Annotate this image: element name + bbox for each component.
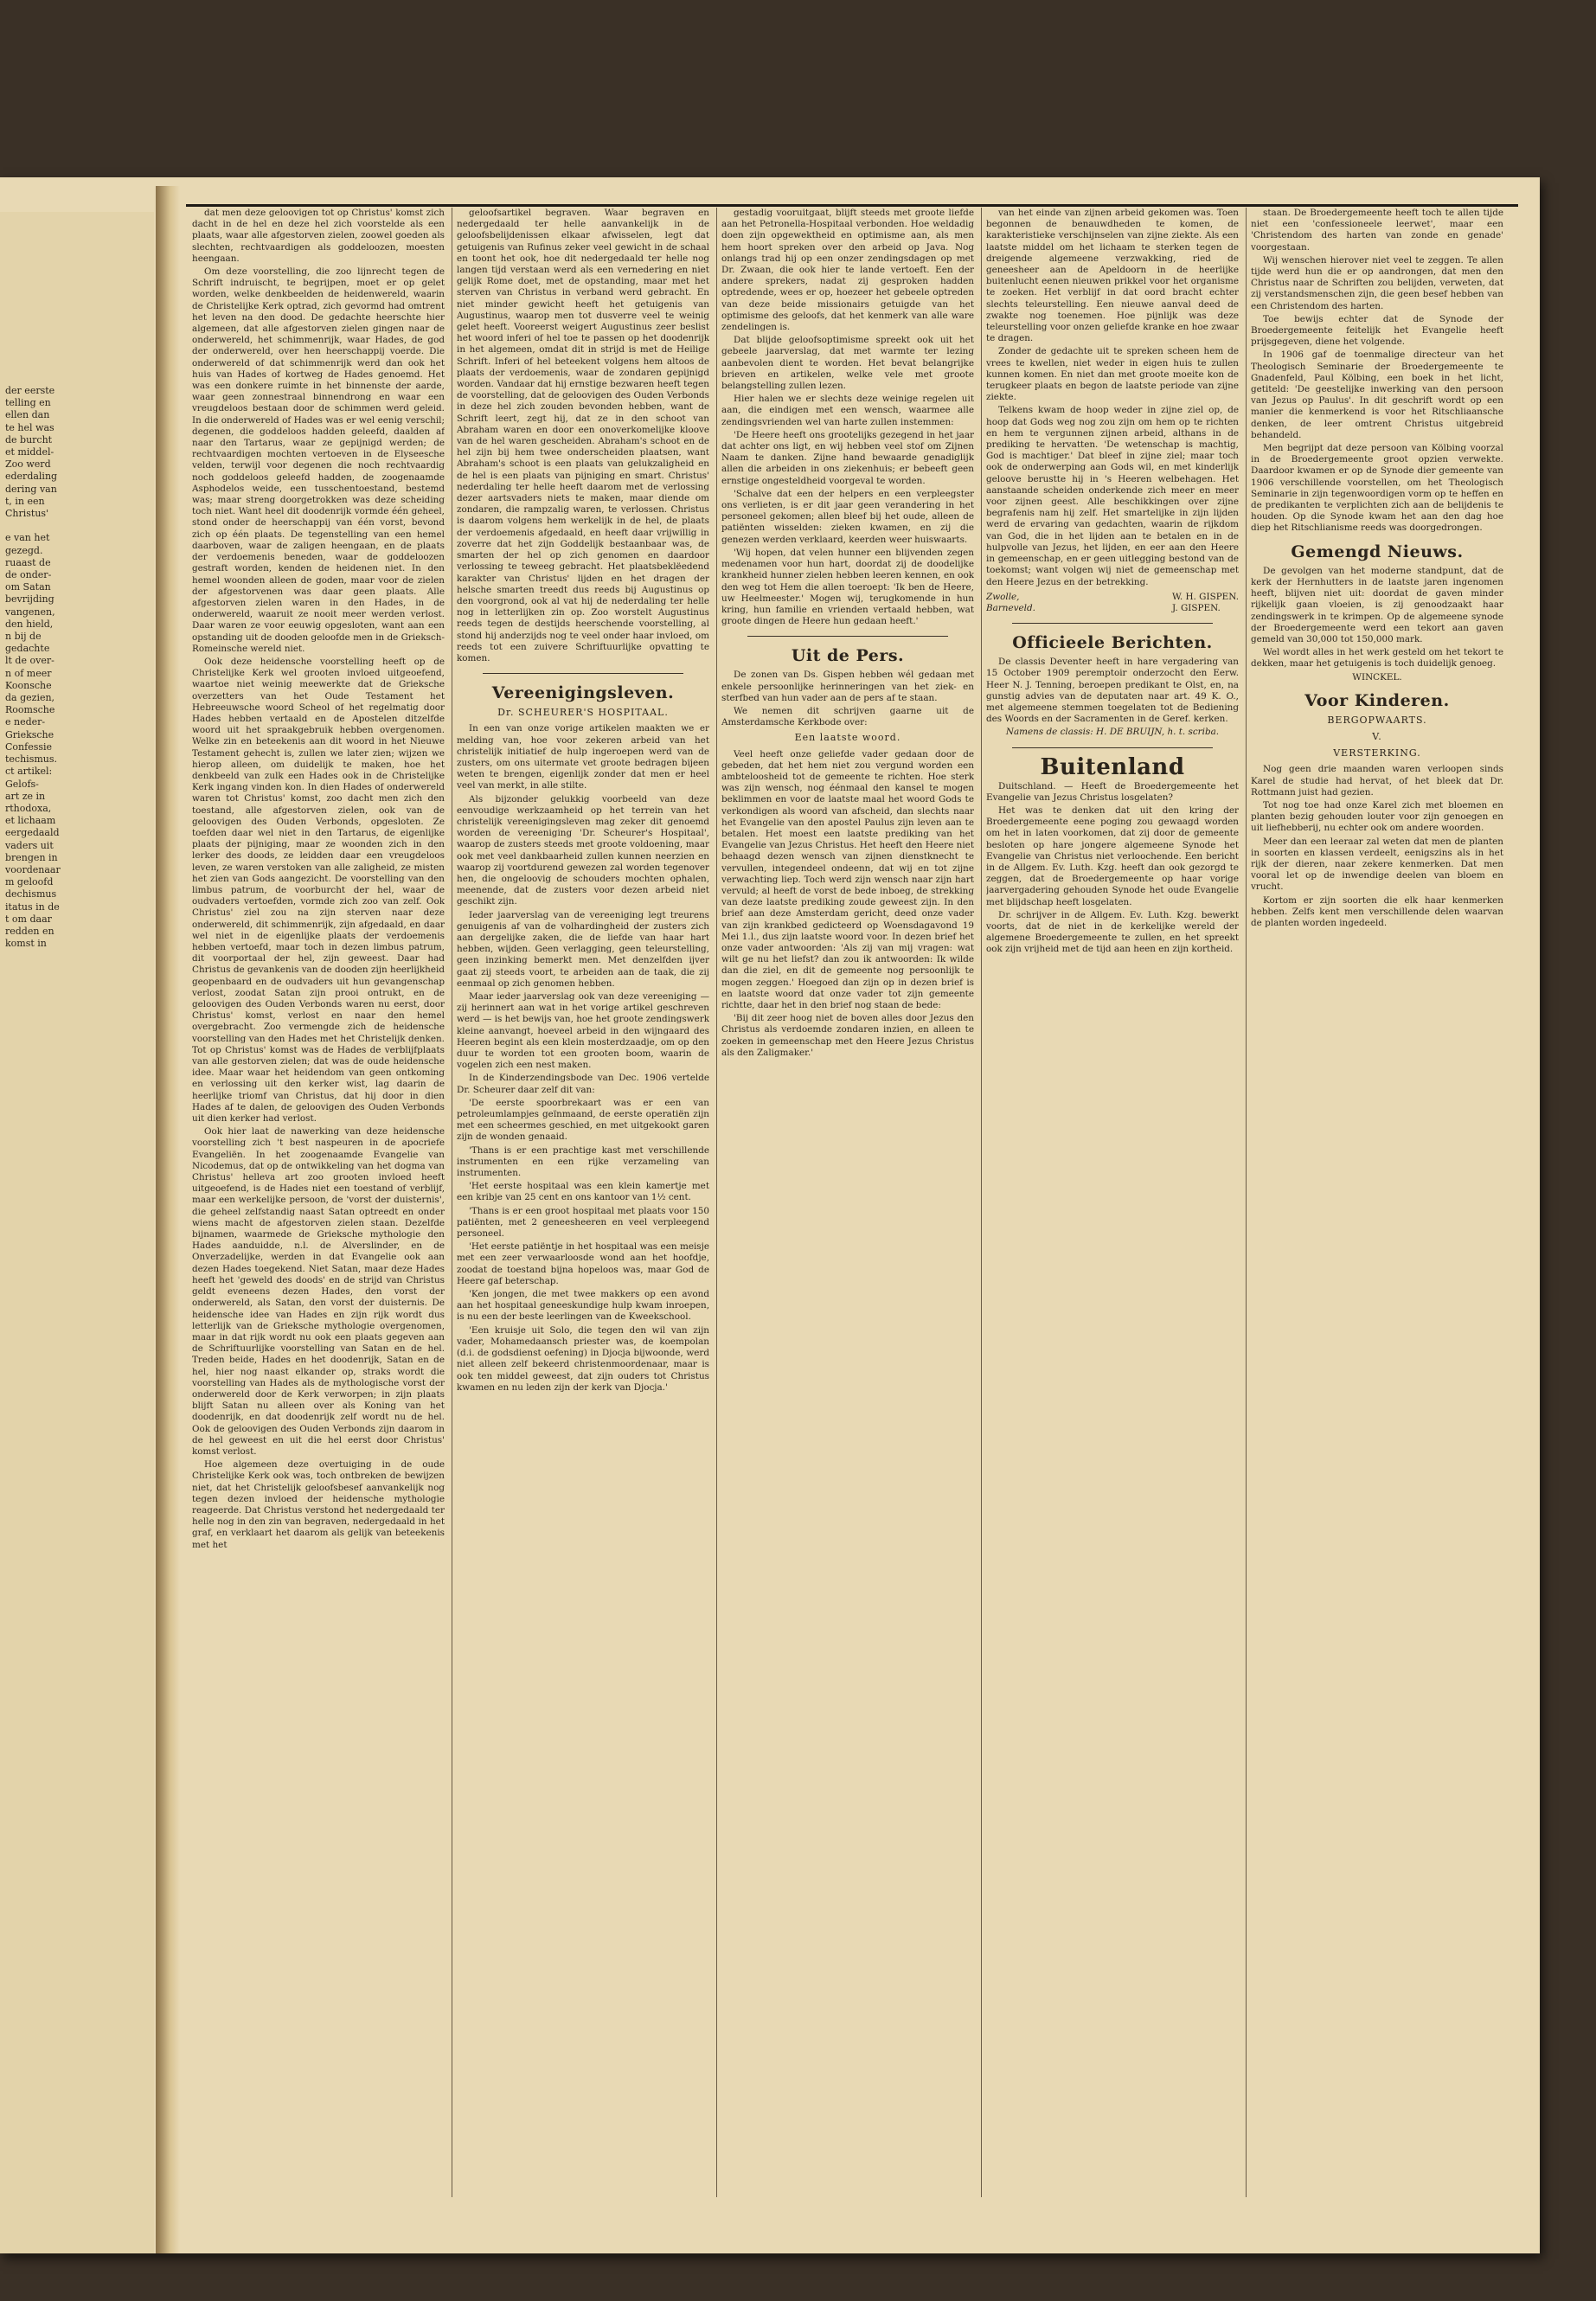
paragraph: Ook deze heidensche voorstelling heeft op de Christelijke Kerk wel grooten invloed uitgeoefend, waartoe niet weinig meewerkte dat de Grieksche overzetters van het Oude Testament het Hebreeuwsche woord Scheol of het regelmatig door Hades hebben vertaald en de Apostelen ditzelfde woord uit het spraakgebruik hebben overgenomen. Welke zin en beteekenis aan dit woord in het Nieuwe Testament gehecht is, zullen we later zien; wijzen we hierop alleen, om duidelijk te maken, hoe het denkbeeld van zulk een Hades ook in de Christelijke Kerk ingang vinden kon. In dien Hades of onderwereld waren tot Christus' komst, zoo dacht men zich den toestand, alle afgestorven zielen, ook van de geloovigen des Ouden Verbonds, opgesloten. Ze toefden daar wel niet in den Tartarus, de eigenlijke plaats der pijniging, maar ze woonden zich in den lerker des doods, ze leidden daar een vreugdeloos leven, ze waren verstoken van alle zaligheid, ze misten het zien van Gods aangezicht. De voorstelling van den limbus patrum, de voorburcht der hel, waar de oudvaders vertoefden, vormde zich zoo van zelf. Ook Christus' ziel zou na zijn sterven naar deze onderwereld, dit schimmenrijk, zijn afgedaald, en daar wel niet in de eigenlijke plaats der verdoemenis hebben vertoefd, maar toch in dezen limbus patrum, dit voorportaal der hel, zijn geweest. Daar had Christus de gevankenis van de dooden zijn heerlijkheid geopenbaard en de oudvaders uit hun gevangenschap verlost, zoodat Satan zijn prooi ontrukt, en de geloovigen des Ouden Verbonds waren nu eerst, door Christus' komst, verlost en naar den hemel overgebracht. Zoo vermengde zich de heidensche voorstelling van den Hades met het Christelijk denken. Tot op Christus' komst was de Hades de verblijfplaats van alle gestorven zielen; dat was de oude heidensche idee. Maar waar het heidendom van geen ontkoming en verlossing uit den kerker wist, lag daarin de heerlijke triomf van Christus, dat hij door in dien Hades af te dalen, de geloovigen des Ouden Verbonds uit dien kerker had verlost.: [192, 656, 445, 1125]
sub-heading-laatste-woord: Een laatste woord.: [794, 732, 901, 744]
sliver-line: om Satan: [5, 581, 51, 593]
divider: [1012, 747, 1213, 748]
paragraph: Tot nog toe had onze Karel zich met bloemen en planten bezig gehouden louter voor zijn genoegen en uit liefhebberij, nu echter ook om andere woorden.: [1251, 799, 1503, 834]
paragraph: 'Ken jongen, die met twee makkers op een avond aan het hospitaal geneeskundige hulp kwam inroepen, is nu een der beste leerlingen van de Kweekschool.: [457, 1289, 709, 1323]
section-heading-buitenland: Buitenland: [1040, 753, 1185, 780]
paragraph: 'Bij dit zeer hoog niet de boven alles door Jezus den Christus als verdoemde zondaren inzien, en alleen te zoeken in gemeenschap met den Heere Jezus Christus als den Zaligmaker.': [721, 1013, 974, 1058]
sliver-line: Grieksche: [5, 728, 54, 740]
paragraph: De zonen van Ds. Gispen hebben wél gedaan met enkele persoonlijke herinneringen van het ziek- en sterfbed van hun vader aan de pers af te staan.: [721, 670, 974, 703]
paragraph: Hier halen we er slechts deze weinige regelen uit aan, die eindigen met een wensch, waarmee alle zendingsvrienden wel van harte zullen instemmen:: [721, 394, 974, 427]
paragraph: Kortom er zijn soorten die elk haar kenmerken hebben. Zelfs kent men verschillende delen waarvan de planten worden ingedeeld.: [1251, 894, 1503, 928]
sliver-line: gezegd.: [5, 544, 43, 556]
sliver-line: Gelofs-: [5, 778, 39, 790]
paragraph: 'Het eerste patiëntje in het hospitaal was een meisje met een zeer verwaarloosde wond aan het hoofdje, zoodat de toestand bijna hopeloos was, maar God de Heere gaf beterschap.: [457, 1241, 709, 1286]
paragraph: Duitschland. — Heeft de Broedergemeente het Evangelie van Jezus Christus losgelaten?: [986, 780, 1239, 803]
paragraph: gestadig vooruitgaat, blijft steeds met groote liefde aan het Petronella-Hospitaal verbonden. Hoe weldadig doen zijn opgewektheid en optimisme aan, als men hem hoort spreken over den arbeid op Java. Nog onlangs trad hij op een onzer zendingsdagen op met Dr. Zwaan, die ook hier te lande vertoeft. Een der andere sprekers, nadat zij gesproken hadden optredende, wees er op, hoezeer het gebeele optreden van deze beide missionairs getuigde van het optimisme des geloofs, dat het kenmerk van alle ware zendelingen is.: [721, 208, 974, 333]
sliver-line: t, in een: [5, 495, 45, 507]
sliver-line: te hel was: [5, 421, 54, 433]
paragraph: Wij wenschen hierover niet veel te zeggen. Te allen tijde werd hun die er op aandrongen, dat men den Christus naar de Schriften zou belijden, verweten, dat zij verstandsmenschen zijn, die geen besef hebben van een Christendom des harten.: [1251, 254, 1503, 311]
sliver-line: Koonsche: [5, 679, 52, 691]
sliver-line: Zoo werd: [5, 458, 51, 471]
sliver-line: Confessie: [5, 740, 53, 753]
paragraph: Meer dan een leeraar zal weten dat men de planten in soorten en klassen verdeelt, eenigszins als in het rijk der dieren, naar zekere kenmerken. Dat men vooral let op de inwendige deelen van bloem en vrucht.: [1251, 836, 1503, 893]
sliver-line: den hield,: [5, 618, 54, 630]
paragraph: Telkens kwam de hoop weder in zijne ziel op, de hoop dat Gods weg nog zou zijn om hem op te richten en hem te vergunnen zijnen arbeid, althans in de prediking te hervatten. 'De wetenschap is machtig, God is machtiger.' Dat bleef in zijne ziel; maar toch ook de onderwerping aan Gods wil, en met kinderlijk geloove berustte hij in 's Heeren welbehagen. Het aanstaande scheiden onderkende zich meer en meer voor zijnen geest. Alle beschikkingen over zijne begrafenis nam hij zelf. Het smartelijke in zijn lijden werd de ervaring van gedachten, waarin de rijkdom van God, die in het lijden aan te betalen en in de hulpvolle van Jezus, het lijden, en eer aan den Heere in gemeenschap, en er geen uitlegging bestond van de toekomst; want volgen wij niet de gemeenschap met den Heere Jezus en der betrekking.: [986, 405, 1239, 587]
section-heading-uit-de-pers: Uit de Pers.: [791, 646, 905, 666]
sliver-line: e van het: [5, 532, 50, 544]
sub-heading-hospitaal: Dr. SCHEURER'S HOSPITAAL.: [497, 707, 669, 719]
paragraph: 'De eerste spoorbrekaart was er een van petroleumlampjes geïnmaand, de eerste operatiën zijn met een scheermes geschied, en met uitgekookt garen zijn de wonden genaaid.: [457, 1097, 709, 1143]
paragraph: We nemen dit schrijven gaarne uit de Amsterdamsche Kerkbode over:: [721, 705, 974, 728]
sliver-line: brengen in: [5, 851, 58, 863]
sub-heading-bergopwaarts: BERGOPWAARTS.: [1327, 714, 1427, 726]
paragraph: Het was te denken dat uit den kring der Broedergemeente eene poging zou gewaagd worden om het in laten voorkomen, dat zij door de gemeente besloten op hare jongere algemeene Synode het Evangelie van Christus niet verloochende. Een bericht in de Allgem. Ev. Luth. Kzg. heeft dan ook gezorgd te zeggen, dat de Broedergemeente op haar vorige jaarvergadering gehouden Synode het oude Evangelie met blijdschap heeft losgelaten.: [986, 804, 1239, 907]
paragraph: 'Het eerste hospitaal was een klein kamertje met een kribje van 25 cent en ons kantoor van 1½ cent.: [457, 1181, 709, 1203]
paragraph: staan. De Broedergemeente heeft toch te allen tijde niet een 'confessioneele leerwet', maar een 'Christendom des harten van zonde en genade' voorgestaan.: [1251, 208, 1503, 253]
paragraph: Wel wordt alles in het werk gesteld om het tekort te dekken, maar het getuigenis is toch duidelijk genoeg.: [1251, 647, 1503, 670]
sliver-line: vangenen,: [5, 606, 55, 618]
sliver-line: de onder-: [5, 569, 52, 581]
signer: WINCKEL.: [1352, 671, 1402, 683]
sliver-line: itatus in de: [5, 901, 60, 913]
sliver-line: m geloofd: [5, 876, 54, 888]
sliver-line: [5, 520, 152, 532]
section-heading-officieele-berichten: Officieele Berichten.: [1012, 633, 1213, 653]
column-3: [721, 208, 974, 2223]
sliver-line: n of meer: [5, 667, 52, 679]
paragraph: 'Thans is er een prachtige kast met verschillende instrumenten en een rijke verzameling van instrumenten.: [457, 1144, 709, 1179]
section-heading-vereenigingsleven: Vereenigingsleven.: [491, 683, 675, 703]
section-heading-gemengd-nieuws: Gemengd Nieuws.: [1291, 542, 1464, 561]
sliver-line: et middel-: [5, 446, 54, 458]
paragraph: Ieder jaarverslag van de vereeniging legt treurens genuigenis af van de volhardingheid der zusters zich aan dergelijke zaken, die de liefde van haar hart hebben, wijden. Geen verlagging, geen teleurstelling, geen inzinking bemerkt men. Met denzelfden ijver gaat zij steeds voort, te arbeiden aan de taak, die zij eenmaal op zich genomen hebben.: [457, 909, 709, 989]
sliver-line: ellen dan: [5, 409, 50, 421]
sliver-line: vaders uit: [5, 839, 54, 851]
paragraph: Om deze voorstelling, die zoo lijnrecht tegen de Schrift indruischt, te begrijpen, moet er op gelet worden, welke denkbeelden de heidenwereld, waarin de Christelijke Kerk optrad, zich gevormd had omtrent het leven na den dood. De gedachte heerschte hier algemeen, dat alle afgestorven zielen gingen naar de onderwereld, het schimmenrijk, waar Hades, de god der onderwereld, over hen heerschappij voerde. Die onderwereld of dat schimmenrijk werd dan ook het huis van Hades of kortweg de Hades genoemd. Het was een donkere ruimte in het binnenste der aarde, waar geen zonnestraal binnendrong en waar een vreugdeloos bestaan door de schimmen werd geleid. In die onderwereld of Hades was er wel eenig verschil; degenen, die goddeloos hadden geleefd, daalden af naar den Tartarus, waar ze gepijnigd werden; de rechtvaardigen mochten vertoeven in de Elyseesche velden, terwijl voor degenen die noch rechtvaardig noch goddeloos geleefd hadden, de zoogenaamde Asphodelos weide, een tusschentoestand, bestemd was; maar streng doorgetrokken was deze scheiding toch niet. Want heel dit doodenrijk vormde één geheel, stond onder de heerschappij van één vorst, bevond zich op één plaats. De tegenstelling van een hemel daarboven, waar de zaligen heengaan, en de plaats der verdoemenis beneden, waar de goddeloozen gestraft worden, kenden de heidenen niet. In den hemel woonden alleen de goden, maar voor de zielen der afgestorvenen was daar geen plaats. Alle afgestorven zielen waren in den Hades, in de onderwereld, waaruit ze nooit meer werden verlost. Daar waren ze voor eeuwig opgesloten, want aan een opstanding uit de dooden geloofde men in de Grieksch-Romeinsche wereld niet.: [192, 266, 445, 654]
paragraph: 'Wij hopen, dat velen hunner een blijvenden zegen medenamen voor hun hart, doordat zij de doodelijke krankheid hunner zielen hebben leeren kennen, en ook den weg tot Hem die allen toeroept: 'Ik ben de Heere, uw Heelmeester.' Mogen wij, terugkomende in hun kring, hun familie en vrienden vertaald hebben, wat groote dingen de Heere hun gedaan heeft.': [721, 547, 974, 627]
official-text: De classis Deventer heeft in hare vergadering van 15 October 1909 peremptoir onderzocht den Eerw. Heer N. J. Tenning, beroepen predikant te Olst, en, na gunstig advies van de deputaten naar art. 49 K. O., met algemeene stemmen toegelaten tot de Bediening des Woords en der Sacramenten in de Geref. kerken.: [986, 657, 1239, 725]
column-separator: [981, 208, 982, 2197]
paragraph: 'Schalve dat een der helpers en een verpleegster ons verlieten, is er dit jaar geen verandering in het personeel gekomen; allen bleef bij het oude, alleen de patiënten wisselden: zieken kwamen, en zij die genezen werden verklaard, keerden weer huiswaarts.: [721, 488, 974, 545]
sliver-line: techismus.: [5, 753, 57, 766]
column-separator: [1246, 208, 1247, 2197]
paragraph: Hoe algemeen deze overtuiging in de oude Christelijke Kerk ook was, toch ontbreken de bewijzen niet, dat het Christelijk geloofsbesef aanvankelijk nog tegen dezen invloed der heidensche mythologie reageerde. Dat Christus verstond het nedergedaald ter helle nog in den zin van begraven, nedergedaald in het graf, en verklaart het daarom als gelijk van beteekenis met het: [192, 1459, 445, 1550]
paragraph: Toe bewijs echter dat de Synode der Broedergemeente feitelijk het Evangelie heeft prijsgegeven, diene het volgende.: [1251, 313, 1503, 348]
paragraph: Dat blijde geloofsoptimisme spreekt ook uit het gebeele jaarverslag, dat met warmte ter lezing aanbevolen dient te worden. Het bevat belangrijke brieven en artikelen, welke vele met groote belangstelling zullen lezen.: [721, 335, 974, 392]
sliver-line: der eerste: [5, 385, 55, 396]
paragraph: Men begrijpt dat deze persoon van Kölbing voorzal in de Broedergemeente groot opzien verwekte. Daardoor kwamen er op de Synode dier gemeente van 1906 verschillende voorstellen, om het Theologisch Seminarie in zijn tegenwoordigen vorm op te heffen en de predikanten te verplichten zich aan de belijdenis te houden. Op die Synode kwam het aan den dag hoe diep het Ritschlianisme reeds was doorgedrongen.: [1251, 443, 1503, 534]
signature-block: Zwolle, Barneveld. W. H. GISPEN. J. GISPEN.: [986, 591, 1239, 613]
column-5: [1251, 208, 1503, 2223]
column-1: [192, 208, 445, 2223]
paragraph: Nog geen drie maanden waren verloopen sinds Karel de studie had hervat, of het bleek dat Dr. Rottmann juist had gezien.: [1251, 764, 1503, 798]
sliver-line: redden en: [5, 925, 54, 937]
paragraph: In 1906 gaf de toenmalige directeur van het Theologisch Seminarie der Broedergemeente te Gnadenfeld, Paul Kölbing, een boek in het licht, getiteld: 'De geestelijke inwerking van den persoon van Jezus op Paulus'. In dit geschrift wordt op een manier die kenmerkend is voor het Ritschliaansche denken, de leer omtrent Christus uitgebreid behandeld.: [1251, 349, 1503, 440]
top-rule: [186, 204, 1518, 207]
paragraph: Dr. schrijver in de Allgem. Ev. Luth. Kzg. bewerkt voorts, dat de niet in de kerkelijke wereld der algemene Broedergemeente te zullen, en het spreekt ook zijn vrijheid met de tijd aan heen en zijn kortheid.: [986, 909, 1239, 955]
divider: [483, 673, 683, 674]
paragraph: Veel heeft onze geliefde vader gedaan door de gebeden, dat het hem niet zou vergund worden een ambteloosheid tot de gemeente te richten. Hoe sterk was zijn wensch, nog éénmaal den kansel te mogen beklimmen en voor de laatste maal het woord Gods te verkondigen als woord van afscheid, dan slechts naar het Evangelie van den apostel Paulus zijn leven aan te betalen. Het moest een laatste prediking van het Evangelie van Jezus Christus. Het heeft den Heere niet behaagd dezen wensch van zijnen dienstknecht te vervullen, integendeel ondeenn, dat wij en tot zijne verwachting liep. Toch werd zijn wensch naar zijn hart vervuld; al heeft de vorst de bede inboeg, de strekking van deze laatste prediking zoude geweest zijn. In den brief aan deze Amsterdam gericht, deed onze vader van zijn krankbed gedicteerd op Woensdagavond 19 Mei 1.l., dus zijn laatste woord voor. In dezen brief het onze vader antwoorden: 'Als zij van mij vragen: wat wilt ge nu het liefst? dan zou ik antwoorden: Ik wilde dan die ziel, en dit de gemeente nog persoonlijk te mogen zeggen.' Hoegoed dan zijn op in dezen brief is en laatste woord dat onze vader tot zijn gemeente richtte, daar het in den brief nog staan de bede:: [721, 748, 974, 1010]
sliver-line: komst in: [5, 938, 47, 950]
sliver-text: [5, 385, 152, 950]
sliver-line: et lichaam: [5, 815, 56, 827]
paragraph: van het einde van zijnen arbeid gekomen was. Toen begonnen de benauwdheden te komen, de karakteristieke verschijnselen van zijne ziekte. Als een laatste middel om het lichaam te sterken tegen de dreigende algemeene verzwakking, ried de geneesheer aan de Apeldoorn in de heerlijke buitenlucht eenen nieuwen prikkel voor het organisme te zoeken. Het verblijf in dat oord bracht echter slechts teleurstelling. Een nieuwe aanval deed de zwakte nog toenemen. Hoe pijnlijk was deze teleurstelling voor onzen geliefde kranke en hoe zwaar te dragen.: [986, 208, 1239, 344]
sub-heading-number: V.: [1372, 730, 1382, 742]
sliver-line: Christus': [5, 508, 49, 520]
sliver-line: ruaast de: [5, 556, 51, 568]
previous-page-sliver: [0, 212, 154, 2253]
paragraph: Zonder de gedachte uit te spreken scheen hem de vrees te kwellen, niet weder in eigen huis te zullen kunnen komen. En niet dan met groote moeite kon de terugkeer plaats en begon de laatste periode van zijne ziekte.: [986, 346, 1239, 403]
paragraph: geloofsartikel begraven. Waar begraven en nedergedaald ter helle aanvankelijk in de geloofsbelijdenissen elkaar afwisselen, legt dat getuigenis van Rufinus zeker veel gewicht in de schaal en toont het ook, hoe dit nedergedaald ter helle nog langen tijd verstaan werd als een vernedering en niet gelijk Rome doet, met de opstanding, maar met het sterven van Christus in verband werd gebracht. En niet minder gewicht heeft het getuigenis van Augustinus, waarop men tot dusverre veel te weinig gelet heeft. Vooreerst weigert Augustinus zeer beslist het woord inferi of hel toe te passen op het doodenrijk in het algemeen, omdat dit in strijd is met de Heilige Schrift. Inferi of hel beteekent volgens hem altoos de plaats der verdoemenis, waar de zondaren gepijnigd worden. Vandaar dat hij ernstige bezwaren heeft tegen de voorstelling, dat de geloovigen des Ouden Verbonds in deze hel zich zouden bevonden hebben, want de Schrift leert, zegt hij, dat ze in den schoot van Abraham waren en door een onoverkomelijke kloove van de hel waren gescheiden. Abraham's schoot en de hel zijn bij hem twee onderscheiden plaatsen, want Abraham's schoot is een plaats van gelukzaligheid en de hel is een plaats van pijniging en smart. Christus' nederdaling ter helle heeft daarom met de verlossing dezer aartsvaders niets te maken, maar diende om zondaren, die rampzalig waren, te verlossen. Christus is daarom volgens hem werkelijk in de hel, de plaats der verdoemenis afgedaald, en heeft daar vrijwillig in zoverre dat het zijn Goddelijk bestaanbaar was, de smarten der hel op zich genomen en daardoor verlossing te teweeg gebracht. Het plaatsbeklëedend karakter van Christus' lijden en het dragen der helsche smarten treedt dus reeds bij Augustinus op den voorgrond, ook al vat hij de nederdaling ter helle nog in letterlijken zin op. Zoo worstelt Augustinus reeds tegen de destijds heerschende voorstelling, al stond hij anderzijds nog te veel onder haar invloed, om reeds tot een zuivere Schriftuurlijke opvatting te komen.: [457, 208, 709, 663]
paragraph: Als bijzonder gelukkig voorbeeld van deze eenvoudige werkzaamheid op het terrein van het christelijk vereenigingsleven mag zeker dit genoemd worden de vereeniging 'Dr. Scheurer's Hospitaal', waarop de zusters steeds met groote voldoening, maar ook met veel dankbaarheid zullen kunnen neerzien en waarop zij voortdurend gewezen zal worden tegenover hen, die ongeloovig de schouders mochten ophalen, meenende, dat de zusters voor dezen arbeid niet geschikt zijn.: [457, 793, 709, 907]
sliver-line: rthodoxa,: [5, 802, 52, 814]
paragraph: Ook hier laat de nawerking van deze heidensche voorstelling zich 't best naspeuren in de apocriefe Evangeliën. In het zoogenaamde Evangelie van Nicodemus, dat op de ontwikkeling van het dogma van Christus' helleva art zoo grooten invloed heeft uitgeoefend, is de Hades niet een toestand of verblijf, maar een werkelijke persoon, de 'vorst der duisternis', die geheel zelfstandig naast Satan optreedt en onder wiens macht de afgestorven zielen staan. Dezelfde bijnamen, waarmede de Grieksche mythologie den Hades aanduidde, n.l. de Alverslinder, en de Onverzadelijke, werden in dat Evangelie ook aan dezen Hades toegekend. Niet Satan, maar deze Hades heeft het 'geweld des doods' en de strijd van Christus geldt eveneens dezen Hades, den vorst der onderwereld, als Satan, den vorst der duisternis. De heidensche idee van Hades en zijn rijk wordt dus letterlijk van de Grieksche mythologie overgenomen, maar in dat rijk wordt nu ook een plaats gegeven aan de Schriftuurlijke voorstelling van Satan en de hel. Treden beide, Hades en het doodenrijk, Satan en de hel, hier nog naast elkander op, straks wordt die voorstelling van Hades als de mythologische vorst der onderwereld door de Kerk verworpen; in zijn plaats blijft Satan nu alleen over als Koning van het doodenrijk, en dat doodenrijk zelf wordt nu de hel. Ook de geloovigen des Ouden Verbonds zijn daarom in de hel geweest en uit die hel eerst door Christus' komst verlost.: [192, 1126, 445, 1457]
sliver-line: telling en: [5, 397, 51, 409]
official-signature: Namens de classis: H. DE BRUIJN, h. t. scriba.: [1005, 727, 1220, 738]
paragraph: In de Kinderzendingsbode van Dec. 1906 vertelde Dr. Scheurer daar zelf dit van:: [457, 1073, 709, 1095]
sliver-line: da gezien,: [5, 692, 55, 704]
column-separator: [716, 208, 717, 2197]
sliver-line: bevrijding: [5, 593, 54, 606]
paragraph: 'Thans is er een groot hospitaal met plaats voor 150 patiënten, met 2 geneesheeren en veel verpleegend personeel.: [457, 1205, 709, 1240]
sliver-line: ct artikel:: [5, 766, 53, 778]
sliver-line: n bij de: [5, 631, 42, 643]
sliver-line: gedachte: [5, 643, 50, 655]
paragraph: Maar ieder jaarverslag ook van deze vereeniging — zij herinnert aan wat in het vorige artikel geschreven werd — is het bewijs van, hoe het groote zendingswerk kleine aanvangt, hoeveel arbeid in den wijngaard des Heeren begint als een klein mosterdzaadje, om op den duur te worden tot een grooten boom, waarin de vogelen zich een nest maken.: [457, 991, 709, 1071]
sliver-line: de burcht: [5, 433, 53, 445]
sliver-line: voordenaar: [5, 863, 61, 875]
column-2: [457, 208, 709, 2223]
page-gutter: [156, 186, 180, 2253]
sliver-line: eergedaald: [5, 827, 60, 839]
sliver-line: Roomsche: [5, 704, 55, 716]
sliver-line: art ze in: [5, 790, 46, 802]
sliver-line: lt de over-: [5, 655, 54, 667]
paragraph: 'De Heere heeft ons grootelijks gezegend in het jaar dat achter ons ligt, en wij hebben veel stof om Zijnen Naam te danken. Zijne hand bewaarde genadiglijk allen die arbeiden in ons ziekenhuis; er bebeeft geen ernstige ongesteldheid voorgeval te worden.: [721, 429, 974, 486]
paragraph: dat men deze geloovigen tot op Christus' komst zich dacht in de hel en deze hel zich voorstelde als een plaats, waar alle afgestorven zielen, zoowel goeden als slechten, rechtvaardigen als goddeloozen, moesten heengaan.: [192, 208, 445, 264]
sliver-line: t om daar: [5, 913, 52, 925]
paragraph: De gevolgen van het moderne standpunt, dat de kerk der Hernhutters in de laatste jaren ingenomen heeft, blijven niet uit: doordat de gaven minder rijkelijk gaan vloeien, is zij genoodzaakt haar zendingswerk in te krimpen. Op de algemeene synode der Broedergemeente werd een tekort aan gaven gemeld van 30,000 tot 150,000 mark.: [1251, 565, 1503, 644]
sliver-line: dering van: [5, 483, 57, 495]
paragraph: In een van onze vorige artikelen maakten we er melding van, hoe voor zekeren arbeid van het christelijk initiatief de hulp ingeroepen werd van de zusters, om ons uitermate vet groote bedragen bijeen weten te brengen, eigenlijk zonder dat men er heel veel van merkt, in alle stilte.: [457, 723, 709, 792]
column-4: [986, 208, 1239, 2223]
sliver-line: e neder-: [5, 716, 46, 728]
sliver-line: dechismus: [5, 888, 57, 901]
divider: [1012, 623, 1213, 624]
sub-heading-versterking: VERSTERKING.: [1333, 747, 1421, 760]
section-heading-voor-kinderen: Voor Kinderen.: [1304, 690, 1450, 710]
sliver-line: ederdaling: [5, 471, 58, 483]
divider: [747, 636, 948, 637]
paragraph: 'Een kruisje uit Solo, die tegen den wil van zijn vader, Mohamedaansch priester was, de koempolan (d.i. de godsdienst oefening) in Djocja bijwoonde, werd niet alleen zelf bekeerd christenmoordenaar, maar is ook ten middel geweest, dat zijn ouders tot Christus kwamen en nu leden zijn der kerk van Djocja.': [457, 1324, 709, 1393]
